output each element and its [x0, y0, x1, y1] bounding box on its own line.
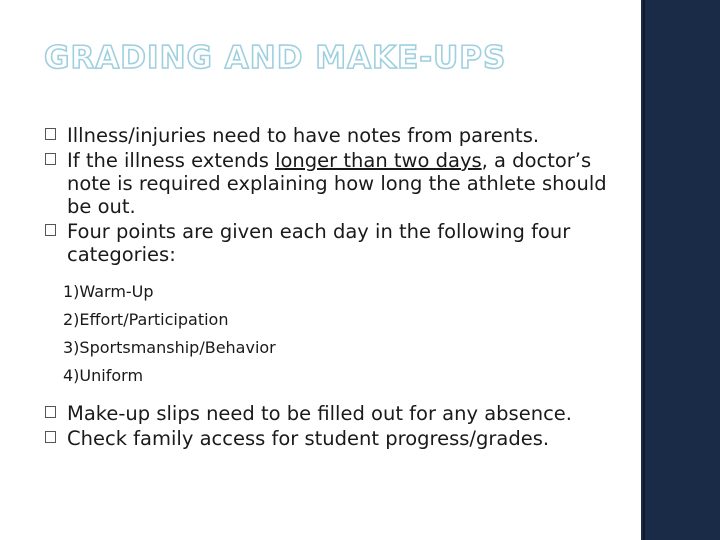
- category-item: 1)Warm-Up: [63, 282, 154, 301]
- bullet-text-pre: If the illness extends: [67, 149, 276, 172]
- bullet-box-icon: [45, 153, 56, 165]
- category-item: 4)Uniform: [63, 366, 144, 385]
- sidebar-divider: [643, 0, 645, 540]
- bullet-box-icon: [45, 224, 56, 236]
- bullet-item: [45, 124, 615, 147]
- category-item: 2)Effort/Participation: [63, 310, 229, 329]
- category-item: 3)Sportsmanship/Behavior: [63, 338, 276, 357]
- bullet-text: Make-up slips need to be filled out for any absence.: [67, 402, 572, 425]
- bullet-box-icon: [45, 406, 56, 418]
- category-list: [63, 278, 615, 390]
- decorative-sidebar: [641, 0, 720, 540]
- bullet-text-post: , a doctor’s note is required explaining how long the athlete should be out.: [67, 149, 607, 218]
- slide-title: GRADING AND MAKE-UPS: [44, 40, 507, 76]
- underlined-phrase: longer than two days: [275, 149, 482, 172]
- bullet-box-icon: [45, 431, 56, 443]
- bullet-item: [45, 427, 615, 450]
- bullet-text: Illness/injuries need to have notes from parents.: [67, 124, 540, 147]
- bullet-item: [45, 149, 615, 218]
- bullet-text: Four points are given each day in the following four categories:: [67, 220, 571, 266]
- bullet-list: [45, 124, 615, 452]
- bullet-text: Check family access for student progress/grades.: [67, 427, 550, 450]
- bullet-box-icon: [45, 128, 56, 140]
- bullet-item: [45, 220, 615, 266]
- bullet-item: [45, 402, 615, 425]
